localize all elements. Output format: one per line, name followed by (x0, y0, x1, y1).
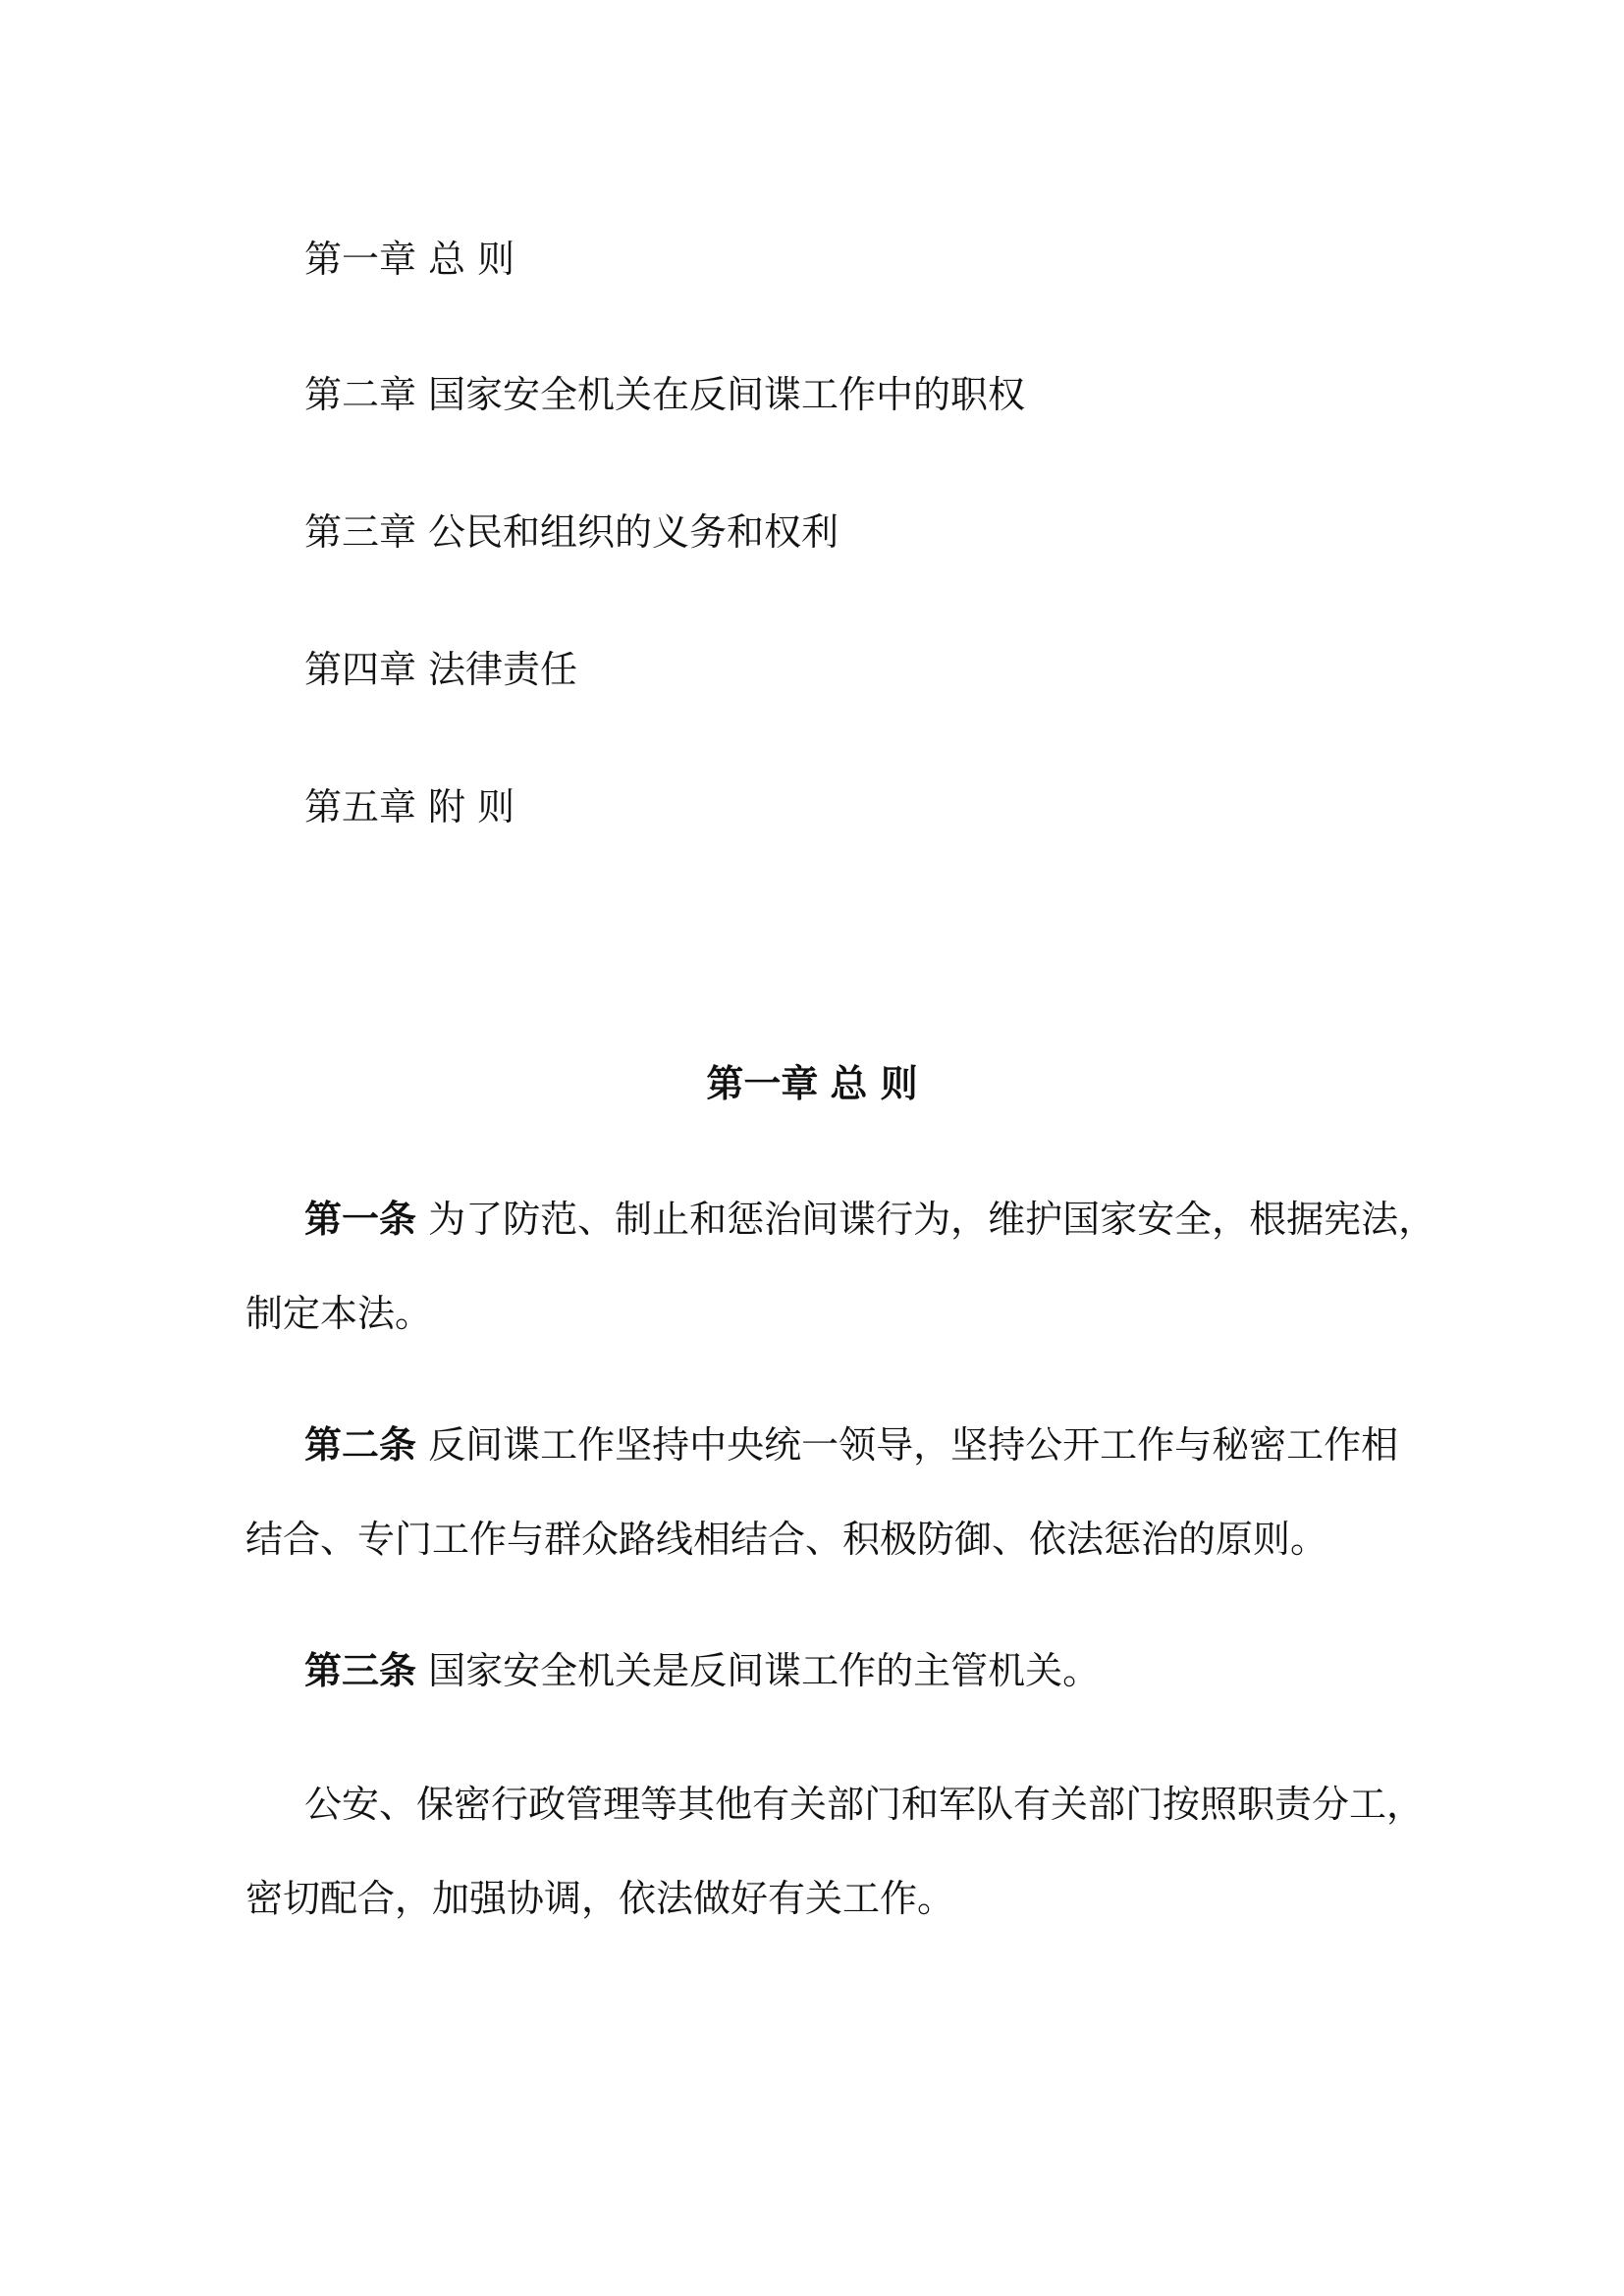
toc-chapter-number: 第五章 (304, 785, 417, 828)
toc-chapter-number: 第一章 (304, 238, 417, 281)
article-label: 第一条 (304, 1198, 417, 1241)
article-continuation-line: 制定本法。 (245, 1292, 433, 1335)
toc-item-3 (304, 508, 839, 556)
toc-item-5 (304, 783, 514, 830)
toc-chapter-title: 总 则 (428, 238, 515, 281)
article-3 (245, 1647, 1394, 1694)
article-text: 国家安全机关是反间谍工作的主管机关。 (428, 1649, 1101, 1692)
paragraph-first-line: 公安、保密行政管理等其他有关部门和军队有关部门按照职责分工， (304, 1783, 1425, 1826)
article-text: 为了防范、制止和惩治间谍行为，维护国家安全，根据宪法， (428, 1198, 1436, 1241)
toc-chapter-title: 法律责任 (428, 648, 578, 691)
toc-chapter-number: 第三章 (304, 510, 417, 554)
paragraph-continuation-line: 密切配合，加强协调，依法做好有关工作。 (245, 1877, 955, 1920)
toc-chapter-number: 第二章 (304, 373, 417, 416)
article-1 (245, 1196, 1436, 1337)
article-label: 第二条 (304, 1423, 417, 1467)
toc-chapter-title: 附 则 (428, 785, 515, 828)
toc-item-4 (304, 646, 577, 693)
toc-chapter-number: 第四章 (304, 648, 417, 691)
chapter-heading (0, 1060, 1624, 1107)
article-first-line (245, 1196, 1436, 1243)
paragraph (245, 1781, 1425, 1922)
toc-item-1 (304, 236, 514, 283)
article-continuation-line: 结合、专门工作与群众路线相结合、积极防御、依法惩治的原则。 (245, 1518, 1328, 1561)
chapter-heading-title: 总 则 (830, 1062, 918, 1105)
article-text: 反间谍工作坚持中央统一领导，坚持公开工作与秘密工作相 (428, 1423, 1399, 1467)
toc-chapter-title: 公民和组织的义务和权利 (428, 510, 839, 554)
article-first-line (245, 1421, 1399, 1468)
toc-chapter-title: 国家安全机关在反间谍工作中的职权 (428, 373, 1026, 416)
article-first-line (245, 1647, 1394, 1694)
article-label: 第三条 (304, 1649, 417, 1692)
toc-item-2 (304, 371, 1025, 418)
article-2 (245, 1421, 1399, 1563)
chapter-heading-number: 第一章 (706, 1062, 819, 1105)
